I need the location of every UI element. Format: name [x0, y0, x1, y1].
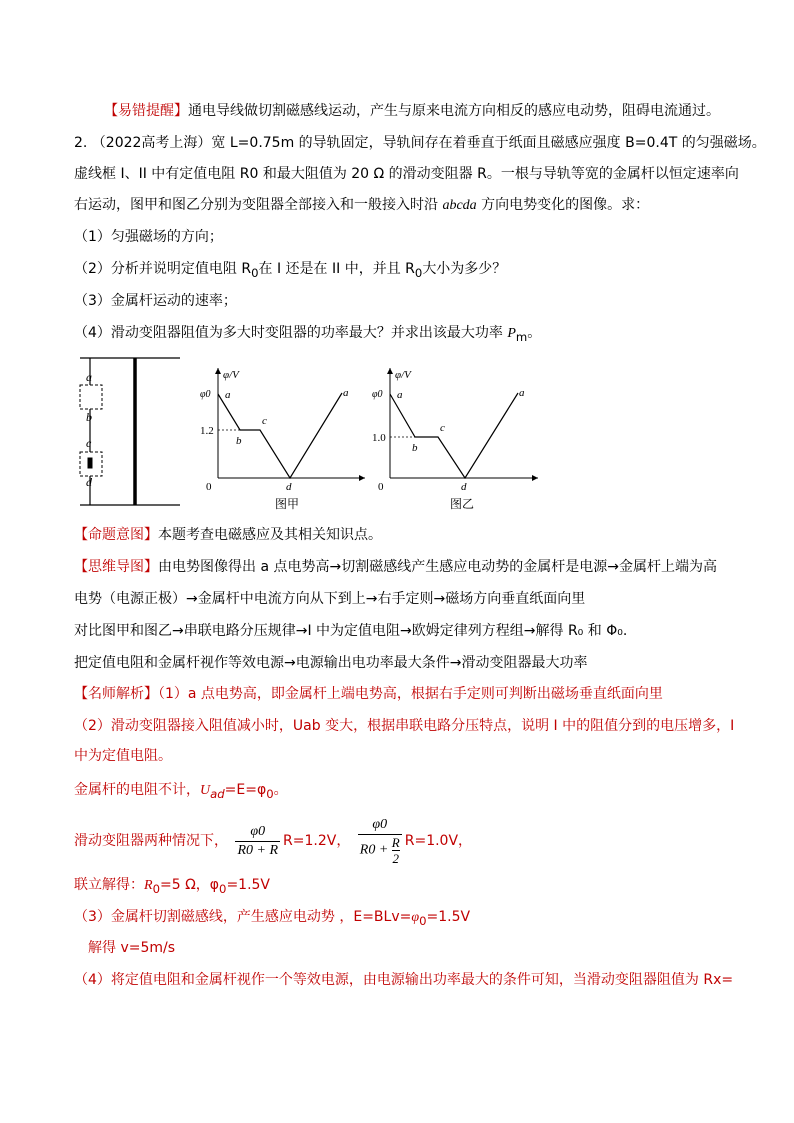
g1-pt-a2: a [343, 387, 349, 399]
question-4: （4）滑动变阻器阻值为多大时变阻器的功率最大？并求出该最大功率 $P_m$。 [74, 325, 542, 344]
g2-pt-c: c [440, 422, 445, 434]
mindmap-line-1: 【思维导图】由电势图像得出 a 点电势高→切割磁感线产生感应电动势的金属杆是电源→金属杆上端为高 [74, 559, 717, 575]
g1-pt-d: d [286, 481, 292, 493]
g2-caption: 图乙 [450, 497, 475, 511]
tip-line [104, 101, 720, 121]
g2-pt-d: d [461, 481, 467, 493]
g1-phi0: φ0 [200, 389, 211, 400]
solution-3: （3）金属杆切割磁感线，产生感应电动势 ，$E=BLv=\varphi_0=1.5V$ [74, 909, 471, 928]
g1-pt-c: c [262, 415, 267, 427]
tip-text: 通电导线做切割磁感线运动，产生与原来电流方向相反的感应电动势，阻碍电流通过。 [188, 103, 720, 119]
figure [60, 350, 540, 520]
question-2: （2）分析并说明定值电阻 $R_0$在 I 还是在 II 中，并且 $R_0$大小为多少？ [74, 261, 507, 280]
circuit-label-c: c [86, 436, 92, 450]
circuit-label-d: d [86, 475, 92, 489]
intent-line: 【命题意图】本题考查电磁感应及其相关知识点。 [74, 527, 382, 543]
g2-origin: 0 [378, 481, 384, 493]
g2-pt-a: a [397, 389, 403, 401]
solution-equations: 滑动变阻器两种情况下， $\frac{\varphi 0}{R0 + R}$ R=1.2V， φ0 R0 + $\frac{R}{2}$ R=1.0V， [74, 817, 473, 866]
g2-phi0: φ0 [372, 389, 383, 400]
fraction-2: φ0 R0 + $\frac{R}{2}$ [359, 817, 400, 866]
circuit-diagram [80, 358, 180, 505]
g2-pt-a2: a [519, 387, 525, 399]
solution-2c: 金属杆的电阻不计，$U_{ad}=E=\varphi_0$。 [74, 782, 288, 801]
circuit-label-a: a [86, 370, 92, 384]
solution-3-result: 解得 v=5m/s [88, 940, 176, 956]
graph-jia [215, 368, 365, 481]
circuit-label-b: b [86, 410, 92, 424]
mindmap-line-4: 把定值电阻和金属杆视作等效电源→电源输出电功率最大条件→滑动变阻器最大功率 [74, 655, 588, 671]
tip-tag: 【易错提醒】 [104, 103, 188, 119]
question-1: （1）匀强磁场的方向； [74, 229, 223, 245]
solution-1: 【名师解析】（1）a 点电势高，即金属杆上端电势高，根据右手定则可判断出磁场垂直纸面向里 [74, 686, 663, 702]
solution-2a: （2）滑动变阻器接入阻值减小时，Uab 变大，根据串联电路分压特点，说明 I 中的阻值分到的电压增多，I [74, 718, 735, 734]
mindmap-line-2: 电势（电源正极）→金属杆中电流方向从下到上→右手定则→磁场方向垂直纸面向里 [74, 591, 586, 607]
g1-origin: 0 [206, 481, 212, 493]
mindmap-line-3: 对比图甲和图乙→串联电路分压规律→I 中为定值电阻→欧姆定律列方程组→解得 R₀ 和 Φ₀. [74, 623, 628, 639]
g1-tick: 1.2 [200, 425, 214, 437]
path-abcda: abcda [442, 198, 477, 213]
problem-line-3: 右运动，图甲和图乙分别为变阻器全部接入和一般接入时沿 abcda 方向电势变化的图像。求： [74, 197, 650, 213]
g2-ylabel: φ/V [395, 369, 411, 381]
g1-caption: 图甲 [275, 497, 300, 511]
fraction-1: $\frac{\varphi 0}{R0 + R}$ [237, 823, 279, 858]
graph-yi [387, 368, 538, 481]
g1-ylabel: φ/V [223, 369, 239, 381]
g2-pt-b: b [412, 442, 418, 454]
question-3: （3）金属杆运动的速率； [74, 293, 237, 309]
problem-line-1: 2. （2022高考上海）宽 L=0.75m 的导轨固定，导轨间存在着垂直于纸面且磁感应强度 B=0.4T 的匀强磁场。 [74, 135, 766, 151]
g1-pt-a: a [225, 389, 231, 401]
solution-result: 联立解得：$R_0=5$ Ω，$\varphi_0=1.5V$ [74, 877, 271, 896]
solution-2b: 中为定值电阻。 [74, 748, 172, 764]
g1-pt-b: b [236, 435, 242, 447]
solution-4: （4）将定值电阻和金属杆视作一个等效电源，由电源输出功率最大的条件可知，当滑动变阻器阻值为 Rx= [74, 972, 734, 988]
problem-line-2: 虚线框 I、II 中有定值电阻 R0 和最大阻值为 20 Ω 的滑动变阻器 R。一根与导轨等宽的金属杆以恒定速率向 [74, 166, 739, 182]
g2-tick: 1.0 [372, 432, 386, 444]
